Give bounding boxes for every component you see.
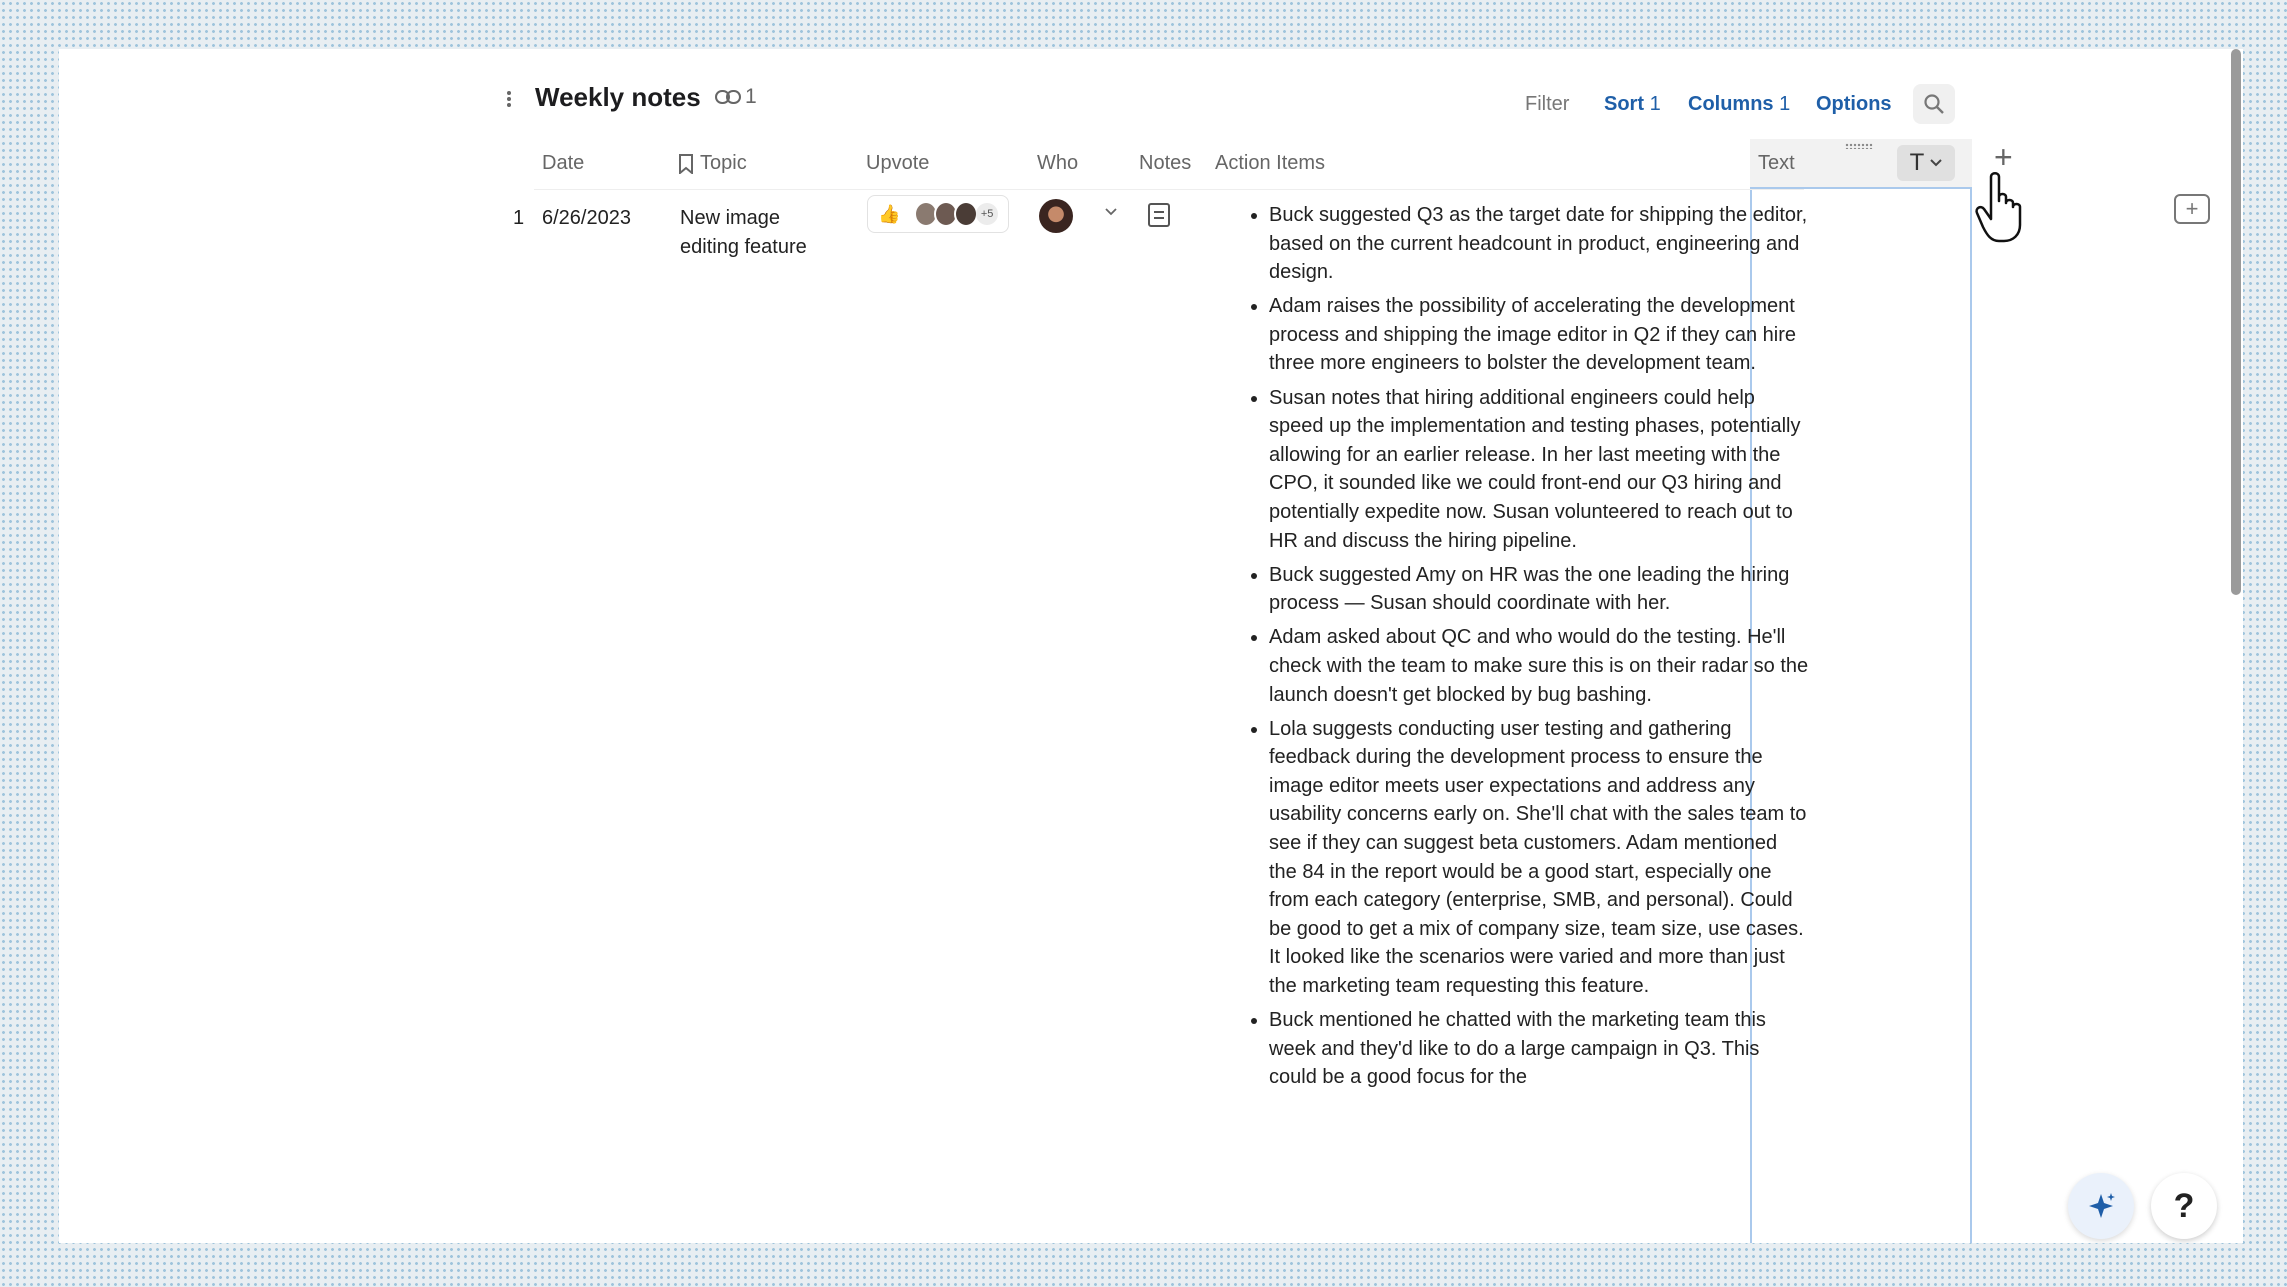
action-item: • Buck suggested Amy on HR was the one leading the hiring process — Susan should coordinate with her. — [1269, 561, 1809, 618]
row-date[interactable]: 6/26/2023 — [542, 207, 631, 229]
row-topic[interactable]: New image editing feature — [680, 207, 807, 258]
action-item: • Buck suggested Q3 as the target date for shipping the editor, based on the current headcount in product, engineering and design. — [1269, 201, 1809, 287]
columns-label: Columns — [1688, 93, 1774, 115]
ai-assistant-button[interactable] — [2068, 1173, 2134, 1239]
bookmark-icon — [678, 154, 694, 174]
upvote-button[interactable] — [867, 195, 1009, 233]
drag-handle-icon[interactable] — [1845, 143, 1873, 149]
thumbs-up-icon: 👍 — [878, 203, 901, 224]
add-column-button[interactable]: + — [1994, 139, 2013, 175]
link-count-value: 1 — [745, 85, 757, 108]
help-icon: ? — [2173, 1186, 2195, 1225]
action-item: • Adam asked about QC and who would do the testing. He'll check with the team to make sure this is on their radar so the launch doesn't get blocked by bug bashing. — [1269, 623, 1809, 709]
sort-label: Sort — [1604, 93, 1644, 115]
column-type-dropdown[interactable] — [1897, 145, 1955, 181]
avatar — [954, 201, 978, 227]
text-type-icon: T — [1909, 149, 1925, 176]
column-header-date[interactable]: Date — [542, 152, 585, 174]
who-chevron-down-icon[interactable] — [1105, 203, 1117, 221]
column-header-topic-label: Topic — [700, 152, 747, 174]
sort-button[interactable] — [1604, 93, 1661, 116]
action-item: • Buck mentioned he chatted with the marketing team this week and they'd like to do a large campaign in Q3. This could be a good focus for the — [1269, 1006, 1809, 1092]
action-item: • Lola suggests conducting user testing and gathering feedback during the development process to ensure the image editor meets user expectations and address any usability concerns early on. She'll chat with the sales team to see if they can suggest beta customers. Adam mentioned the 84 in the report would be a good start, especially one from each category (enterprise, SMB, and personal). Could be good to get a mix of company size, team size, use cases. It looked like the scenarios were varied and more than just the marketing team requesting this feature. — [1269, 715, 1809, 1001]
options-button[interactable]: Options — [1816, 93, 1892, 115]
column-header-notes[interactable]: Notes — [1139, 152, 1192, 174]
columns-button[interactable] — [1688, 93, 1790, 116]
column-header-upvote[interactable]: Upvote — [866, 152, 930, 174]
help-button[interactable] — [2151, 1173, 2217, 1239]
row-number: 1 — [513, 207, 525, 229]
vertical-scrollbar[interactable] — [2231, 49, 2241, 595]
column-header-action-items[interactable]: Action Items — [1215, 152, 1326, 174]
table-menu-kebab-icon[interactable] — [499, 87, 519, 111]
column-header-text[interactable]: Text — [1758, 152, 1795, 174]
notes-icon[interactable] — [1148, 203, 1170, 227]
add-comment-icon[interactable]: + — [2174, 194, 2210, 224]
link-icon — [715, 88, 741, 106]
hand-cursor-icon — [1969, 169, 2039, 254]
table-title: Weekly notes — [535, 82, 701, 112]
sort-count: 1 — [1649, 93, 1661, 115]
header-divider — [534, 189, 1804, 190]
column-header-who[interactable]: Who — [1037, 152, 1079, 174]
action-item: • Adam raises the possibility of accelerating the development process and shipping the image editor in Q2 if they can hire three more engineers to bolster the development team. — [1269, 292, 1809, 378]
columns-count: 1 — [1779, 93, 1791, 115]
action-item: • Susan notes that hiring additional engineers could help speed up the implementation and testing phases, potentially allowing for an earlier release. In her last meeting with the CPO, it sounded like we could front-end our Q3 hiring and potentially expedite now. Susan volunteered to reach out to HR and discuss the hiring pipeline. — [1269, 384, 1809, 556]
table-page — [59, 49, 2243, 1243]
column-header-topic[interactable] — [678, 152, 747, 175]
search-button[interactable] — [1913, 84, 1955, 124]
link-count[interactable] — [715, 85, 757, 109]
sparkle-icon — [2085, 1190, 2117, 1222]
who-avatar[interactable] — [1039, 199, 1073, 233]
upvote-more-count: +5 — [976, 203, 998, 225]
chevron-down-icon — [1930, 159, 1942, 167]
filter-button[interactable]: Filter — [1525, 93, 1570, 115]
action-items-list[interactable] — [1239, 201, 1809, 1097]
search-icon — [1923, 93, 1945, 115]
